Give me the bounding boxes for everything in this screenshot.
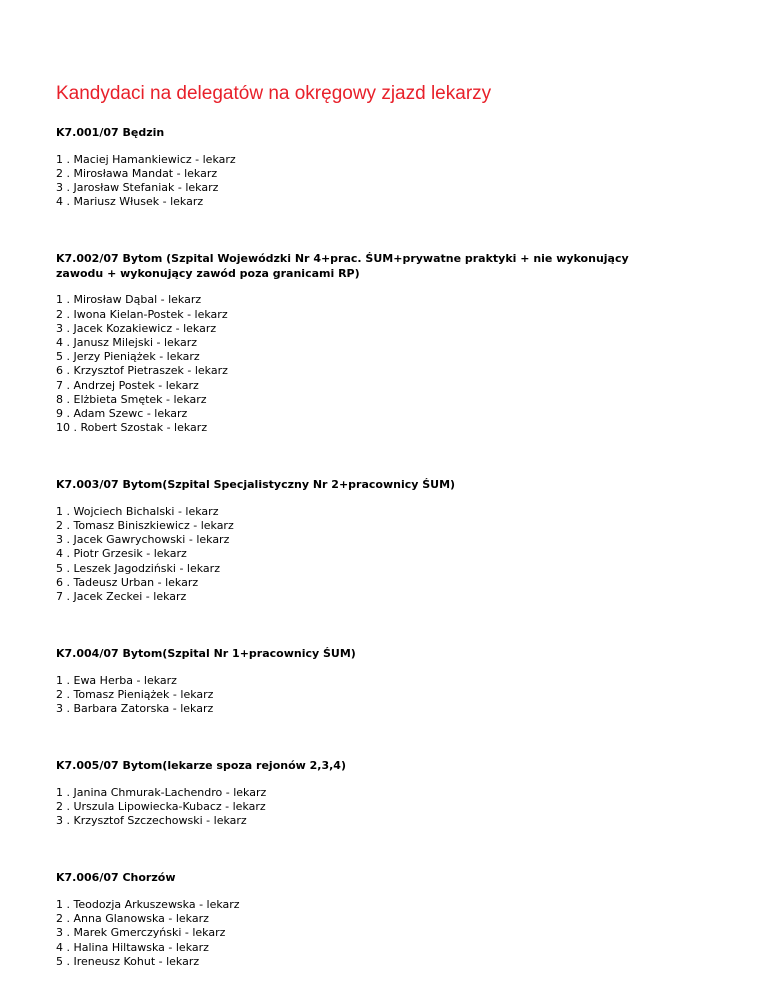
district-heading: K7.003/07 Bytom(Szpital Specjalistyczny Nr 2+pracownicy ŚUM) bbox=[56, 478, 456, 492]
candidate-item: 2 . Tomasz Biniszkiewicz - lekarz bbox=[56, 519, 234, 533]
candidate-item: 1 . Mirosław Dąbal - lekarz bbox=[56, 293, 202, 307]
candidate-item: 4 . Mariusz Włusek - lekarz bbox=[56, 195, 204, 209]
candidate-item: 5 . Leszek Jagodziński - lekarz bbox=[56, 561, 220, 575]
district-heading: K7.005/07 Bytom(lekarze spoza rejonów 2,3,4) bbox=[56, 759, 346, 773]
candidate-item: 1 . Maciej Hamankiewicz - lekarz bbox=[56, 152, 236, 166]
district-section bbox=[56, 871, 666, 969]
candidate-item: 9 . Adam Szewc - lekarz bbox=[56, 406, 188, 420]
district-section bbox=[56, 759, 666, 828]
candidate-item: 7 . Jacek Zeckei - lekarz bbox=[56, 590, 187, 604]
district-section bbox=[56, 647, 666, 716]
candidate-item: 3 . Jacek Kozakiewicz - lekarz bbox=[56, 321, 217, 335]
candidate-item: 2 . Urszula Lipowiecka-Kubacz - lekarz bbox=[56, 800, 266, 814]
candidate-item: 2 . Iwona Kielan-Postek - lekarz bbox=[56, 307, 228, 321]
candidate-item: 8 . Elżbieta Smętek - lekarz bbox=[56, 392, 207, 406]
sections-container bbox=[56, 126, 666, 969]
candidate-item: 6 . Krzysztof Pietraszek - lekarz bbox=[56, 364, 228, 378]
candidate-item: 3 . Marek Gmerczyński - lekarz bbox=[56, 926, 226, 940]
candidate-item: 3 . Jarosław Stefaniak - lekarz bbox=[56, 180, 219, 194]
district-section bbox=[56, 478, 666, 604]
candidate-item: 10 . Robert Szostak - lekarz bbox=[56, 421, 208, 435]
candidate-item: 1 . Wojciech Bichalski - lekarz bbox=[56, 504, 219, 518]
candidate-list bbox=[56, 293, 666, 435]
candidate-item: 2 . Anna Glanowska - lekarz bbox=[56, 912, 209, 926]
candidate-item: 1 . Ewa Herba - lekarz bbox=[56, 673, 177, 687]
candidate-list bbox=[56, 153, 666, 210]
candidate-list bbox=[56, 505, 666, 604]
candidate-item: 5 . Ireneusz Kohut - lekarz bbox=[56, 954, 200, 968]
candidate-item: 1 . Janina Chmurak-Lachendro - lekarz bbox=[56, 785, 267, 799]
candidate-item: 5 . Jerzy Pieniążek - lekarz bbox=[56, 350, 200, 364]
district-heading: K7.006/07 Chorzów bbox=[56, 871, 176, 885]
candidate-item: 3 . Barbara Zatorska - lekarz bbox=[56, 702, 214, 716]
candidate-list bbox=[56, 898, 666, 969]
candidate-item: 1 . Teodozja Arkuszewska - lekarz bbox=[56, 897, 240, 911]
candidate-item: 4 . Halina Hiltawska - lekarz bbox=[56, 940, 209, 954]
candidate-list bbox=[56, 674, 666, 717]
candidate-item: 3 . Jacek Gawrychowski - lekarz bbox=[56, 533, 230, 547]
candidate-item: 4 . Janusz Milejski - lekarz bbox=[56, 335, 198, 349]
candidate-item: 4 . Piotr Grzesik - lekarz bbox=[56, 547, 187, 561]
candidate-item: 7 . Andrzej Postek - lekarz bbox=[56, 378, 199, 392]
candidate-item: 2 . Tomasz Pieniążek - lekarz bbox=[56, 687, 214, 701]
district-section bbox=[56, 126, 666, 209]
district-heading: K7.004/07 Bytom(Szpital Nr 1+pracownicy ŚUM) bbox=[56, 647, 356, 661]
page-title: Kandydaci na delegatów na okręgowy zjazd lekarzy bbox=[56, 83, 492, 104]
candidate-item: 2 . Mirosława Mandat - lekarz bbox=[56, 166, 218, 180]
district-heading: K7.001/07 Będzin bbox=[56, 126, 165, 139]
candidate-item: 6 . Tadeusz Urban - lekarz bbox=[56, 575, 199, 589]
candidate-list bbox=[56, 786, 666, 829]
district-section bbox=[56, 252, 666, 435]
candidate-item: 3 . Krzysztof Szczechowski - lekarz bbox=[56, 814, 247, 828]
district-heading: K7.002/07 Bytom (Szpital Wojewódzki Nr 4+prac. ŚUM+prywatne praktyki + nie wykonujący zawodu + wykonujący zawód poza granicami RP) bbox=[56, 252, 629, 280]
